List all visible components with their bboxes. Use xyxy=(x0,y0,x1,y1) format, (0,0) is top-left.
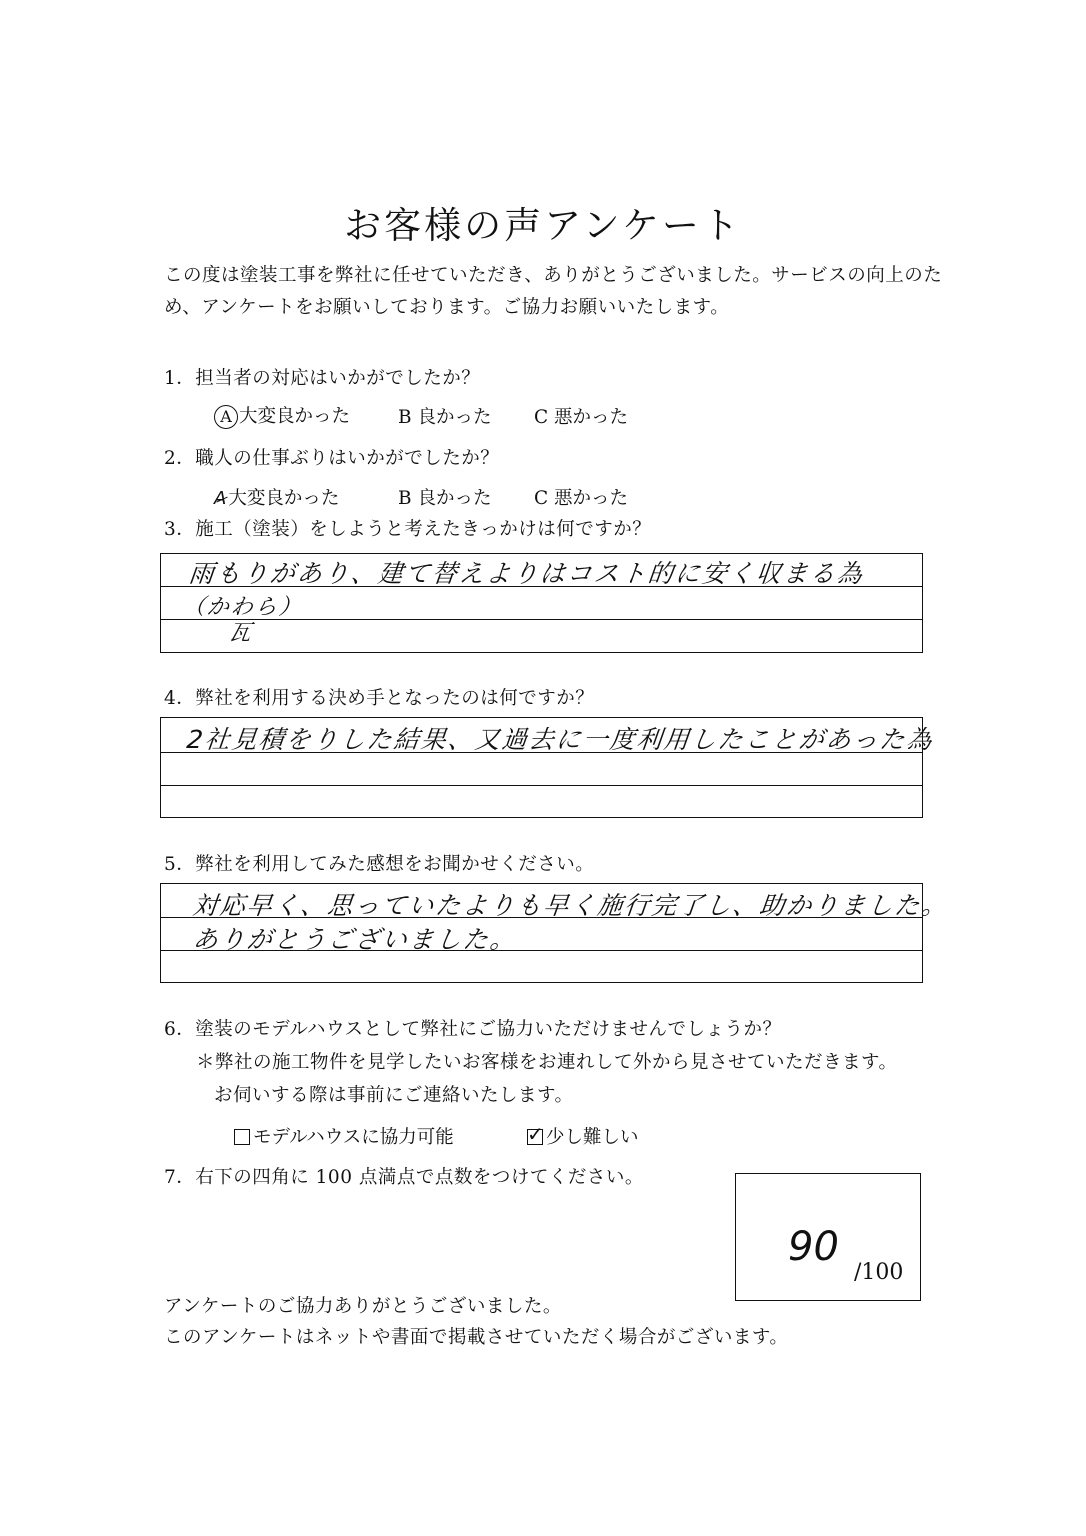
q6-option-difficult[interactable] xyxy=(527,1123,639,1149)
q2-choice-a[interactable] xyxy=(214,484,339,510)
q6-note-1: ＊弊社の施工物件を見学したいお客様をお連れして外から見させていただきます。 xyxy=(196,1052,898,1073)
q4-rule-line xyxy=(161,785,922,786)
q6-option-1-label: モデルハウスに協力可能 xyxy=(253,1127,454,1148)
q1-choice-a[interactable] xyxy=(214,402,350,429)
question-6: 6．塗装のモデルハウスとして弊社にご協力いただけませんでしょうか？ xyxy=(164,1019,782,1040)
q5-handwritten-line-1: 対応早く、思っていたよりも早く施行完了し、助かりました。 xyxy=(191,891,950,920)
question-7: 7．右下の四角に 100 点満点で点数をつけてください。 xyxy=(164,1167,644,1188)
score-value: 90 xyxy=(788,1224,839,1270)
q3-handwritten-line-1: 雨もりがあり、建て替えよりはコスト的に安く収まる為 xyxy=(187,559,866,588)
q3-answer-box[interactable] xyxy=(160,553,923,653)
q1-choice-a-label: 大変良かった xyxy=(239,406,351,427)
question-2: 2．職人の仕事ぶりはいかがでしたか？ xyxy=(164,448,500,469)
q6-option-1-checkbox[interactable] xyxy=(234,1129,250,1145)
footer-publication-note: このアンケートはネットや書面で掲載させていただく場合がございます。 xyxy=(164,1327,789,1348)
question-4: 4．弊社を利用する決め手となったのは何ですか？ xyxy=(164,688,595,709)
footer-thanks: アンケートのご協力ありがとうございました。 xyxy=(164,1296,562,1317)
q5-handwritten-line-2: ありがとうございました。 xyxy=(191,925,519,954)
q6-note-2: お伺いする際は事前にご連絡いたします。 xyxy=(214,1085,574,1106)
q3-handwritten-line-3: 瓦 xyxy=(227,621,255,646)
q1-choice-b[interactable]: B 良かった xyxy=(398,407,492,428)
q2-selected-mark: A xyxy=(214,488,227,509)
q4-handwritten-line-1: 2社見積をりした結果、又過去に一度利用したことがあった為 xyxy=(185,725,936,754)
q4-answer-box[interactable] xyxy=(160,717,936,818)
question-3: 3．施工（塗装）をしようと考えたきっかけは何ですか？ xyxy=(164,519,652,540)
q2-choice-a-label: 大変良かった xyxy=(228,488,340,509)
question-5: 5．弊社を利用してみた感想をお聞かせください。 xyxy=(164,854,595,875)
q6-option-2-checkbox[interactable] xyxy=(527,1129,543,1145)
q6-option-2-label: 少し難しい xyxy=(546,1127,639,1148)
question-1: 1．担当者の対応はいかがでしたか？ xyxy=(164,368,481,389)
score-box[interactable] xyxy=(735,1173,921,1301)
q3-handwritten-line-2: （かわら） xyxy=(181,595,305,620)
q2-choice-c[interactable]: C 悪かった xyxy=(534,488,629,509)
q1-selected-circle-mark: A xyxy=(214,405,238,429)
q6-option-model-house[interactable] xyxy=(234,1123,454,1149)
page-title: お客様の声アンケート xyxy=(344,204,742,247)
q5-answer-box[interactable] xyxy=(160,883,950,983)
q1-choice-c[interactable]: C 悪かった xyxy=(534,407,629,428)
score-max: /100 xyxy=(854,1260,904,1285)
intro-text: この度は塗装工事を弊社に任せていただき、ありがとうございました。サービスの向上のため、アンケートをお願いしております。ご協力お願いいたします。 xyxy=(164,265,943,318)
q2-choice-b[interactable]: B 良かった xyxy=(398,488,492,509)
